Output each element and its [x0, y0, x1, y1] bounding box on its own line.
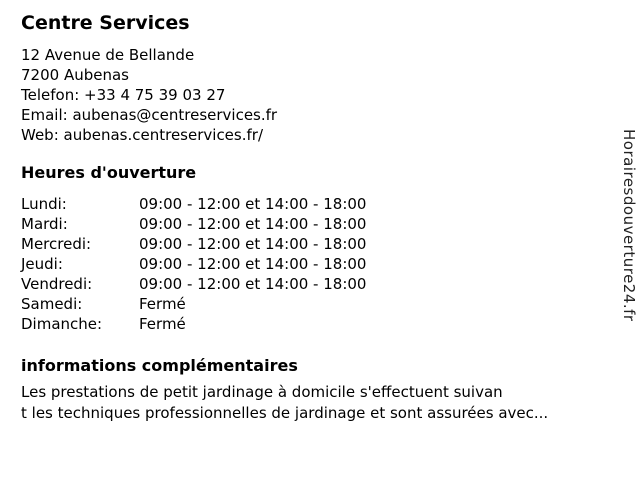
hours-row-saturday — [21, 294, 610, 314]
hours-row-thursday — [21, 254, 610, 274]
day-label: Samedi: — [21, 294, 83, 313]
email-line: Email: aubenas@centreservices.fr — [21, 105, 278, 124]
day-label: Vendredi: — [21, 274, 93, 293]
additional-info-text — [21, 382, 610, 424]
day-label: Mercredi: — [21, 234, 92, 253]
day-label: Mardi: — [21, 214, 68, 233]
business-name-title: Centre Services — [21, 12, 190, 34]
website-line: Web: aubenas.centreservices.fr/ — [21, 125, 263, 144]
site-watermark: Horairesdouverture24.fr — [620, 129, 638, 322]
phone-line: Telefon: +33 4 75 39 03 27 — [21, 85, 226, 104]
address-city-line: 7200 Aubenas — [21, 65, 129, 84]
day-times: 09:00 - 12:00 et 14:00 - 18:00 — [139, 194, 367, 213]
hours-row-wednesday — [21, 234, 610, 254]
day-times: 09:00 - 12:00 et 14:00 - 18:00 — [139, 214, 367, 233]
hours-row-monday — [21, 194, 610, 214]
hours-row-tuesday — [21, 214, 610, 234]
day-times: 09:00 - 12:00 et 14:00 - 18:00 — [139, 254, 367, 273]
contact-block — [21, 45, 610, 145]
hours-row-sunday — [21, 314, 610, 334]
day-label: Dimanche: — [21, 314, 103, 333]
day-times: 09:00 - 12:00 et 14:00 - 18:00 — [139, 234, 367, 253]
day-label: Jeudi: — [21, 254, 63, 273]
info-text-line: t les techniques professionnelles de jardinage et sont assurées avec... — [21, 404, 549, 423]
info-text-line: Les prestations de petit jardinage à domicile s'effectuent suivan — [21, 383, 503, 402]
opening-hours-title: Heures d'ouverture — [21, 162, 197, 182]
day-times: 09:00 - 12:00 et 14:00 - 18:00 — [139, 274, 367, 293]
hours-row-friday — [21, 274, 610, 294]
day-times: Fermé — [139, 314, 186, 333]
additional-info-title: informations complémentaires — [21, 355, 298, 375]
day-times: Fermé — [139, 294, 186, 313]
address-street-line: 12 Avenue de Bellande — [21, 45, 195, 64]
opening-hours-table — [21, 194, 610, 334]
day-label: Lundi: — [21, 194, 67, 213]
